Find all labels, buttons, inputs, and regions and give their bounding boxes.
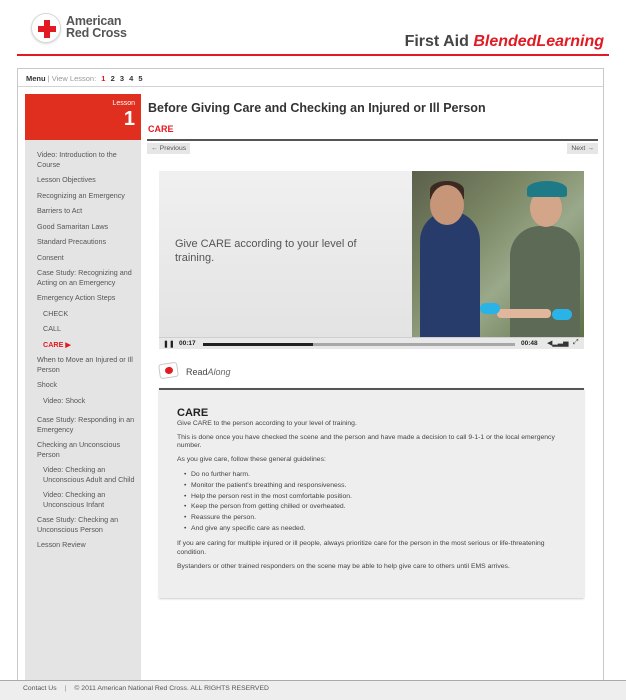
footer-separator: | — [64, 685, 67, 692]
card-title: CARE — [177, 407, 209, 419]
logo-line-1: American — [66, 14, 122, 28]
volume-icon[interactable]: ◀▂▃▅ — [547, 340, 569, 347]
card-paragraph: As you give care, follow these general guidelines: — [177, 456, 326, 464]
red-cross-logo-icon[interactable] — [31, 13, 61, 43]
sidebar-item[interactable]: When to Move an Injured or Ill Person — [37, 355, 133, 374]
lesson-link-3[interactable]: 3 — [119, 74, 124, 83]
readalong-icon — [158, 362, 179, 379]
lesson-badge-label: Lesson — [112, 100, 135, 107]
sidebar-item[interactable]: Video: Introduction to the Course — [37, 150, 117, 169]
lesson-link-4[interactable]: 4 — [129, 74, 134, 83]
readalong-card — [159, 388, 584, 598]
fullscreen-icon[interactable]: ⤢ — [573, 339, 579, 346]
course-frame — [17, 68, 604, 680]
content-divider — [147, 139, 598, 141]
lesson-link-2[interactable]: 2 — [110, 74, 115, 83]
current-time: 00:17 — [179, 340, 196, 347]
lesson-link-5[interactable]: 5 — [138, 74, 143, 83]
menu-link[interactable]: Menu — [26, 74, 46, 83]
guidelines-list — [191, 470, 569, 534]
lesson-badge — [25, 94, 141, 140]
lesson-nav — [26, 74, 143, 83]
footer-text — [23, 685, 269, 692]
copyright-text: © 2011 American National Red Cross. ALL RIGHTS RESERVED — [74, 685, 269, 692]
sidebar-nav — [25, 150, 141, 556]
card-paragraph: Give CARE to the person according to your level of training. — [177, 420, 357, 427]
sidebar-item[interactable]: Video: Checking an Unconscious Infant — [43, 490, 106, 509]
sidebar-item[interactable]: Consent — [37, 252, 64, 262]
sidebar-item[interactable]: Video: Checking an Unconscious Adult and Child — [43, 465, 135, 484]
header — [0, 0, 626, 58]
card-paragraph: Bystanders or other trained responders on the scene may be able to help give care to others until EMS arrives. — [177, 562, 510, 570]
sidebar-item[interactable]: Case Study: Responding in an Emergency — [37, 415, 135, 434]
sidebar-item[interactable]: Barriers to Act — [37, 206, 83, 215]
header-divider — [17, 54, 609, 56]
page-title: Before Giving Care and Checking an Injured or Ill Person — [148, 101, 486, 115]
video-player[interactable] — [159, 171, 584, 349]
video-controls — [159, 337, 584, 349]
guideline-item: • And give any specific care as needed. — [191, 524, 569, 535]
next-button[interactable]: Next → — [567, 143, 598, 154]
pause-icon[interactable]: ❚❚ — [163, 341, 175, 348]
readalong-header — [159, 361, 259, 383]
video-photo-first-aid — [412, 171, 584, 337]
readalong-along: Along — [207, 367, 231, 377]
guideline-item: • Monitor the patient's breathing and responsiveness. — [191, 481, 569, 492]
previous-button[interactable]: ← Previous — [147, 143, 190, 154]
contact-us-link[interactable]: Contact Us — [23, 685, 57, 692]
product-brand: BlendedLearning — [473, 33, 604, 50]
sidebar-item[interactable]: Case Study: Recognizing and Acting on an Emergency — [37, 268, 132, 287]
card-paragraph: If you are caring for multiple injured or ill people, always prioritize care for the person in the most serious or life-threatening condition. — [177, 540, 545, 556]
total-time: 00:48 — [521, 340, 538, 347]
product-title — [405, 33, 604, 51]
sidebar-item[interactable]: Lesson Review — [37, 540, 86, 549]
readalong-label — [186, 367, 231, 377]
sidebar-item[interactable]: CALL — [43, 324, 61, 333]
guideline-item: • Reassure the person. — [191, 513, 569, 524]
lesson-link-1[interactable]: 1 — [101, 74, 106, 83]
view-lesson-label: View Lesson: — [51, 74, 97, 83]
page-subtitle: CARE — [148, 124, 174, 134]
nav-divider — [18, 86, 603, 87]
seek-bar-progress — [203, 343, 313, 346]
product-prefix: First Aid — [404, 33, 469, 50]
sidebar-item[interactable]: Recognizing an Emergency — [37, 190, 125, 200]
sidebar-item[interactable]: Video: Shock — [43, 395, 86, 405]
readalong-read: Read — [186, 367, 208, 377]
sidebar — [25, 94, 141, 681]
lesson-badge-number: 1 — [123, 108, 135, 130]
video-slide — [159, 171, 412, 337]
card-body — [177, 420, 569, 577]
guideline-item: • Help the person rest in the most comfortable position. — [191, 492, 569, 503]
sidebar-item[interactable]: Case Study: Checking an Unconscious Person — [37, 515, 119, 534]
sidebar-item[interactable]: CARE ▶ — [43, 339, 71, 349]
sidebar-item[interactable]: Emergency Action Steps — [37, 293, 116, 302]
sidebar-item[interactable]: Lesson Objectives — [37, 175, 96, 184]
logo-wordmark[interactable] — [66, 15, 127, 39]
seek-bar[interactable] — [203, 343, 515, 346]
sidebar-item[interactable]: Standard Precautions — [37, 237, 107, 246]
card-paragraph: This is done once you have checked the scene and the person and have made a decision to call 9-1-1 or the local emergency number. — [177, 433, 555, 450]
sidebar-item[interactable]: Shock — [37, 380, 57, 389]
guideline-item: • Keep the person from getting chilled or overheated. — [191, 502, 569, 513]
footer — [0, 681, 626, 700]
sidebar-item[interactable]: Checking an Unconscious Person — [37, 440, 121, 459]
logo-line-2: Red Cross — [66, 26, 127, 40]
video-slide-text: Give CARE according to your level of training. — [175, 238, 357, 264]
sidebar-item[interactable]: Good Samaritan Laws — [37, 221, 109, 231]
sidebar-item[interactable]: CHECK — [43, 308, 69, 318]
nav-separator: | — [45, 74, 52, 83]
guideline-item: • Do no further harm. — [191, 470, 569, 481]
